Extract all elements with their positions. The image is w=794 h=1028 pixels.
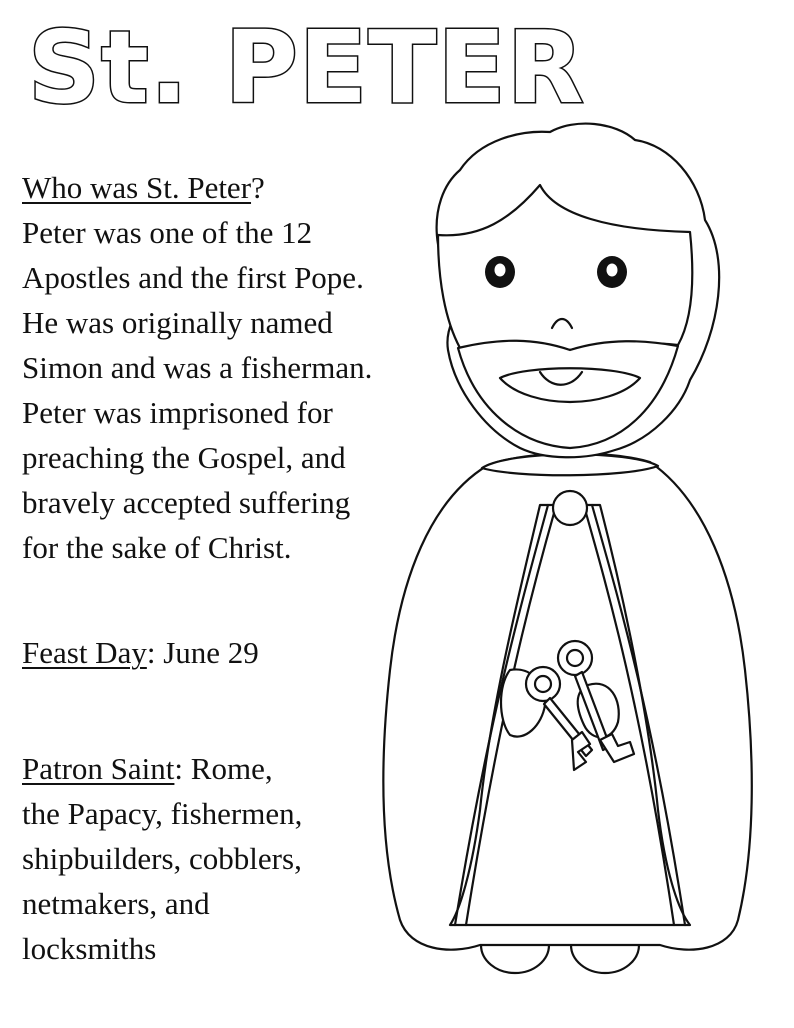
feast-day-separator: : <box>146 635 156 670</box>
patron-saint-line <box>22 746 382 791</box>
who-was-heading: Who was St. Peter <box>22 170 252 205</box>
who-was-line: Simon and was a fisherman. <box>22 350 373 385</box>
who-was-line: Peter was imprisoned for <box>22 395 333 430</box>
patron-saint-line: the Papacy, fishermen, <box>22 796 303 831</box>
patron-saint-first-value: Rome, <box>183 751 273 786</box>
feast-day-section <box>22 630 259 675</box>
cloak-clasp <box>553 491 587 525</box>
patron-saint-label: Patron Saint <box>22 751 175 786</box>
patron-saint-line: shipbuilders, cobblers, <box>22 841 302 876</box>
who-was-line: Peter was one of the 12 <box>22 215 313 250</box>
feast-day-label: Feast Day <box>22 635 147 670</box>
feast-day-value: June 29 <box>155 635 259 670</box>
patron-saint-line: locksmiths <box>22 931 157 966</box>
who-was-line: preaching the Gospel, and <box>22 440 346 475</box>
patron-saint-line: netmakers, and <box>22 886 210 921</box>
left-eye-highlight <box>495 264 506 277</box>
who-was-line: Apostles and the first Pope. <box>22 260 364 295</box>
who-was-heading-suffix: ? <box>251 170 265 205</box>
who-was-line: for the sake of Christ. <box>22 530 292 565</box>
right-eye-highlight <box>607 264 618 277</box>
st-peter-figure <box>360 110 780 990</box>
page-title: St. PETER <box>28 9 585 126</box>
patron-saint-section <box>22 746 382 971</box>
who-was-line: bravely accepted suffering <box>22 485 351 520</box>
patron-saint-separator: : <box>174 751 184 786</box>
feast-day-line <box>22 630 259 675</box>
who-was-line: He was originally named <box>22 305 333 340</box>
